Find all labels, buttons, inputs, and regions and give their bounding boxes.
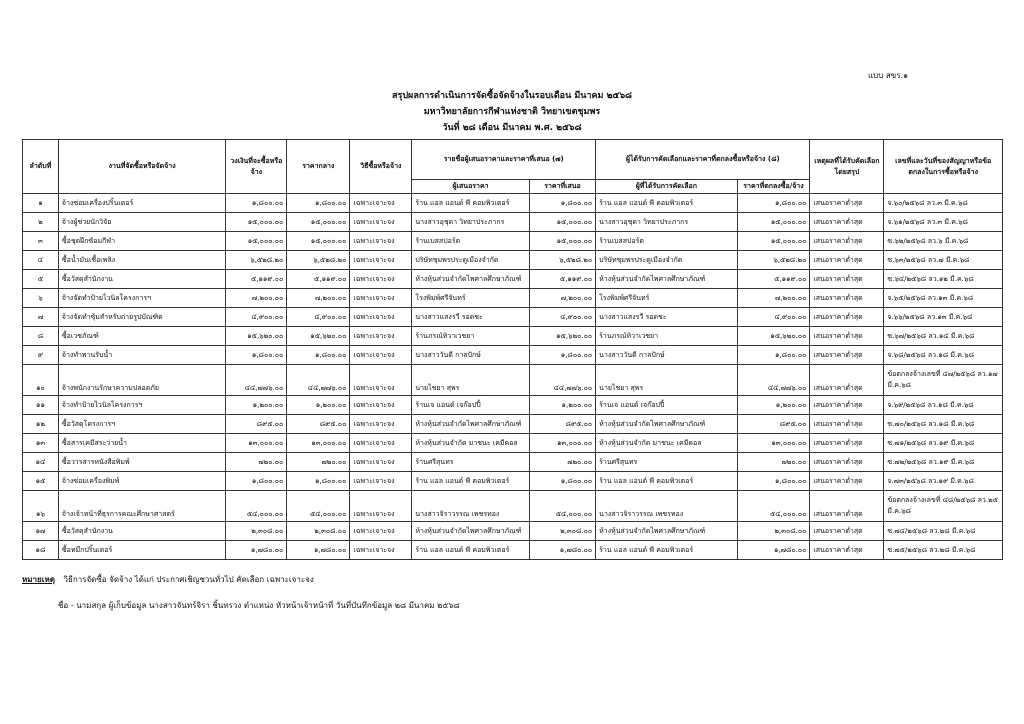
cell-method: เฉพาะเจาะจง xyxy=(350,434,412,453)
table-row xyxy=(23,251,1003,270)
cell-budget: ๕๔,๐๐๐.๐๐ xyxy=(226,491,287,522)
cell-reason: เสนอราคาต่ำสุด xyxy=(810,289,884,308)
cell-median-price: ๗๒๐.๐๐ xyxy=(287,453,350,472)
cell-item: จ้างเจ้าหน้าที่ธุรการคณะศึกษาศาสตร์ xyxy=(58,491,225,522)
cell-contract: จ.๖๕/๒๕๖๘ ลว.๑๓ มี.ค.๖๘ xyxy=(884,289,1003,308)
cell-selected-name: บริษัทชุมพรประดูเมืองจำกัด xyxy=(596,251,737,270)
cell-budget: ๑,๘๐๐.๐๐ xyxy=(226,472,287,491)
cell-budget: ๑๕,๐๐๐.๐๐ xyxy=(226,213,287,232)
cell-selected-price: ๖,๕๒๘.๒๐ xyxy=(737,251,810,270)
table-row xyxy=(23,434,1003,453)
cell-bidder-price: ๕,๑๑๙.๐๐ xyxy=(529,270,595,289)
cell-median-price: ๕๔,๐๐๐.๐๐ xyxy=(287,491,350,522)
header-contract: เลขที่และวันที่ของสัญญาหรือข้อตกลงในการซื้อหรือจ้าง xyxy=(884,140,1003,194)
cell-median-price: ๕,๑๑๙.๐๐ xyxy=(287,270,350,289)
cell-bidder-name: ร้านเบสสปอร์ต xyxy=(412,232,529,251)
cell-bidder-name: บริษัทชุมพรประดูเมืองจำกัด xyxy=(412,251,529,270)
header-selected: ผู้ได้รับการคัดเลือกและราคาที่ตกลงซื้อหรือจ้าง (๘) xyxy=(596,140,810,180)
cell-method: เฉพาะเจาะจง xyxy=(350,453,412,472)
cell-bidder-name: ห้างหุ้นส่วนจำกัดไพศาลศึกษาภัณฑ์ xyxy=(412,415,529,434)
cell-selected-name: โรงพิมพ์ศรีจันทร์ xyxy=(596,289,737,308)
cell-selected-name: ร้านศรีสุนทร xyxy=(596,453,737,472)
cell-no: ๑๘ xyxy=(23,541,59,560)
cell-reason: เสนอราคาต่ำสุด xyxy=(810,213,884,232)
title-institution: มหาวิทยาลัยการกีฬาแห่งชาติ วิทยาเขตชุมพร xyxy=(423,107,601,117)
cell-contract: ซ.๗๕/๒๕๖๘ ลว.๒๘ มี.ค.๖๘ xyxy=(884,541,1003,560)
cell-method: เฉพาะเจาะจง xyxy=(350,346,412,365)
cell-item: ซื้อวารสารหนังสือพิมพ์ xyxy=(58,453,225,472)
cell-method: เฉพาะเจาะจง xyxy=(350,365,412,396)
cell-budget: ๖,๕๒๘.๒๐ xyxy=(226,251,287,270)
table-row xyxy=(23,327,1003,346)
cell-reason: เสนอราคาต่ำสุด xyxy=(810,270,884,289)
cell-bidder-name: นางสาวอุชุดา วิทยาประภากร xyxy=(412,213,529,232)
cell-bidder-name: ห้างหุ้นส่วนจำกัดไพศาลศึกษาภัณฑ์ xyxy=(412,522,529,541)
cell-no: ๑๔ xyxy=(23,453,59,472)
form-code: แบบ สขร.๑ xyxy=(868,71,909,80)
cell-selected-name: ห้างหุ้นส่วนจำกัดไพศาลศึกษาภัณฑ์ xyxy=(596,415,737,434)
table-row xyxy=(23,232,1003,251)
cell-method: เฉพาะเจาะจง xyxy=(350,270,412,289)
cell-method: เฉพาะเจาะจง xyxy=(350,396,412,415)
cell-contract: จ.๗๓/๒๕๖๘ ลว.๑๙ มี.ค.๖๘ xyxy=(884,472,1003,491)
cell-item: ซื้อชุดฝึกซ้อมกีฬา xyxy=(58,232,225,251)
cell-budget: ๕,๑๑๙.๐๐ xyxy=(226,270,287,289)
cell-no: ๑๑ xyxy=(23,396,59,415)
header-bidder-price: ราคาที่เสนอ xyxy=(529,180,595,194)
cell-item: ซื้อสารเคมีสระว่ายน้ำ xyxy=(58,434,225,453)
cell-selected-price: ๑๕,๐๐๐.๐๐ xyxy=(737,213,810,232)
header-selected-price: ราคาที่ตกลงซื้อ/จ้าง xyxy=(737,180,810,194)
cell-item: ซื้อหมึกปริ้นเตอร์ xyxy=(58,541,225,560)
cell-bidder-price: ๗๒๐.๐๐ xyxy=(529,453,595,472)
cell-selected-name: นางสาวจิราวรรณ เพชรทอง xyxy=(596,491,737,522)
header-bidders: รายชื่อผู้เสนอราคาและราคาที่เสนอ (๗) xyxy=(412,140,596,180)
header-budget: วงเงินที่จะซื้อหรือจ้าง xyxy=(226,140,287,194)
footnote xyxy=(22,573,314,586)
cell-no: ๑๐ xyxy=(23,365,59,396)
cell-bidder-name: โรงพิมพ์ศรีจันทร์ xyxy=(412,289,529,308)
cell-selected-name: ร้าน แอล แอนด์ พี คอมพิวเตอร์ xyxy=(596,541,737,560)
cell-method: เฉพาะเจาะจง xyxy=(350,213,412,232)
cell-bidder-price: ๑๕,๐๐๐.๐๐ xyxy=(529,213,595,232)
header-item: งานที่จัดซื้อหรือจัดจ้าง xyxy=(58,140,225,194)
cell-bidder-price: ๑๕,๖๒๐.๐๐ xyxy=(529,327,595,346)
cell-selected-price: ๕๔,๐๐๐.๐๐ xyxy=(737,491,810,522)
cell-reason: เสนอราคาต่ำสุด xyxy=(810,522,884,541)
cell-median-price: ๔๔,๗๗๖.๐๐ xyxy=(287,365,350,396)
cell-reason: เสนอราคาต่ำสุด xyxy=(810,365,884,396)
cell-reason: เสนอราคาต่ำสุด xyxy=(810,194,884,213)
cell-reason: เสนอราคาต่ำสุด xyxy=(810,232,884,251)
cell-bidder-price: ๒,๓๐๘.๐๐ xyxy=(529,522,595,541)
table-row xyxy=(23,541,1003,560)
cell-bidder-price: ๑๕,๐๐๐.๐๐ xyxy=(529,232,595,251)
cell-contract: ข้อตกลงจ้างเลขที่ ๔๘/๒๕๖๘ ลว.๒๕ มี.ค.๖๘ xyxy=(884,491,1003,522)
cell-selected-name: นายไชยา สุพร xyxy=(596,365,737,396)
cell-item: จ้างจัดทำซุ้มสำหรับถ่ายรูปบัณฑิต xyxy=(58,308,225,327)
cell-reason: เสนอราคาต่ำสุด xyxy=(810,415,884,434)
table-row xyxy=(23,194,1003,213)
cell-bidder-name: ร้าน แอล แอนด์ พี คอมพิวเตอร์ xyxy=(412,472,529,491)
cell-bidder-name: นางสาวจิราวรรณ เพชรทอง xyxy=(412,491,529,522)
cell-no: ๓ xyxy=(23,232,59,251)
cell-bidder-price: ๑๓,๐๐๐.๐๐ xyxy=(529,434,595,453)
cell-no: ๑๗ xyxy=(23,522,59,541)
cell-budget: ๑๕,๖๒๐.๐๐ xyxy=(226,327,287,346)
cell-contract: จ.๖๙/๒๕๖๘ ลว.๑๘ มี.ค.๖๘ xyxy=(884,396,1003,415)
cell-budget: ๘๙๕.๐๐ xyxy=(226,415,287,434)
cell-median-price: ๑๕,๐๐๐.๐๐ xyxy=(287,213,350,232)
cell-item: จ้างซ่อมเครื่องปริ้นเตอร์ xyxy=(58,194,225,213)
cell-contract: ซ.๖๓/๒๕๖๘ ลว.๗ มี.ค.๖๘ xyxy=(884,251,1003,270)
cell-reason: เสนอราคาต่ำสุด xyxy=(810,396,884,415)
cell-no: ๔ xyxy=(23,251,59,270)
cell-selected-price: ๑๕,๐๐๐.๐๐ xyxy=(737,232,810,251)
cell-bidder-price: ๘๙๕.๐๐ xyxy=(529,415,595,434)
cell-method: เฉพาะเจาะจง xyxy=(350,541,412,560)
cell-bidder-name: นางสาววันดี กาลปักษ์ xyxy=(412,346,529,365)
header-method: วิธีซื้อหรือจ้าง xyxy=(350,140,412,194)
cell-median-price: ๑,๘๐๐.๐๐ xyxy=(287,472,350,491)
cell-contract: ซ.๗๔/๒๕๖๘ ลว.๒๘ มี.ค.๖๘ xyxy=(884,522,1003,541)
cell-item: จ้างซ่อมเครื่องพิมพ์ xyxy=(58,472,225,491)
cell-bidder-price: ๑,๒๐๐.๐๐ xyxy=(529,396,595,415)
table-row xyxy=(23,270,1003,289)
cell-budget: ๑๓,๐๐๐.๐๐ xyxy=(226,434,287,453)
cell-contract: ซ.๗๑/๒๕๖๘ ลว.๑๙ มี.ค.๖๘ xyxy=(884,434,1003,453)
cell-item: จ้างทำป้ายไวนิลโครงการฯ xyxy=(58,396,225,415)
cell-selected-name: นางสาววันดี กาลปักษ์ xyxy=(596,346,737,365)
cell-item: จ้างพนักงานรักษาความปลอดภัย xyxy=(58,365,225,396)
cell-budget: ๑๕,๐๐๐.๐๐ xyxy=(226,232,287,251)
cell-method: เฉพาะเจาะจง xyxy=(350,327,412,346)
cell-bidder-name: นายไชยา สุพร xyxy=(412,365,529,396)
cell-reason: เสนอราคาต่ำสุด xyxy=(810,308,884,327)
cell-selected-price: ๑,๘๐๐.๐๐ xyxy=(737,194,810,213)
title-summary: สรุปผลการดำเนินการจัดซื้อจัดจ้างในรอบเดือน มีนาคม ๒๕๖๘ xyxy=(392,91,632,101)
cell-contract: จ.๖๖/๒๕๖๘ ลว.๑๓ มี.ค.๖๘ xyxy=(884,308,1003,327)
cell-median-price: ๗,๒๐๐.๐๐ xyxy=(287,289,350,308)
footnote-text: วิธีการจัดซื้อ จัดจ้าง ได้แก่ ประกาศเชิญชวนทั่วไป คัดเลือก เฉพาะเจาะจง xyxy=(63,575,314,584)
cell-selected-price: ๕,๑๑๙.๐๐ xyxy=(737,270,810,289)
cell-contract: ซ.๖๗/๒๕๖๘ ลว.๑๔ มี.ค.๖๘ xyxy=(884,327,1003,346)
cell-reason: เสนอราคาต่ำสุด xyxy=(810,346,884,365)
table-body xyxy=(23,194,1003,560)
cell-median-price: ๑,๒๐๐.๐๐ xyxy=(287,396,350,415)
table-row xyxy=(23,213,1003,232)
cell-no: ๕ xyxy=(23,270,59,289)
header-median-price: ราคากลาง xyxy=(287,140,350,194)
cell-reason: เสนอราคาต่ำสุด xyxy=(810,434,884,453)
cell-selected-name: ร้านเจ แอนด์ เจก๊อปปี้ xyxy=(596,396,737,415)
cell-budget: ๔,๙๐๐.๐๐ xyxy=(226,308,287,327)
cell-selected-price: ๑,๘๐๐.๐๐ xyxy=(737,346,810,365)
cell-method: เฉพาะเจาะจง xyxy=(350,522,412,541)
cell-median-price: ๘๙๕.๐๐ xyxy=(287,415,350,434)
cell-selected-price: ๑,๗๘๐.๐๐ xyxy=(737,541,810,560)
cell-method: เฉพาะเจาะจง xyxy=(350,194,412,213)
header-selected-name: ผู้ที่ได้รับการคัดเลือก xyxy=(596,180,737,194)
cell-item: ซื้อวัสดุสำนักงาน xyxy=(58,270,225,289)
cell-method: เฉพาะเจาะจง xyxy=(350,251,412,270)
cell-selected-name: ห้างหุ้นส่วนจำกัด มาชนะ เคมีคอล xyxy=(596,434,737,453)
cell-selected-name: ห้างหุ้นส่วนจำกัดไพศาลศึกษาภัณฑ์ xyxy=(596,270,737,289)
cell-contract: ซ.๗๐/๒๕๖๘ ลว.๑๘ มี.ค.๖๘ xyxy=(884,415,1003,434)
cell-no: ๙ xyxy=(23,346,59,365)
cell-budget: ๑,๒๐๐.๐๐ xyxy=(226,396,287,415)
cell-budget: ๑,๗๘๐.๐๐ xyxy=(226,541,287,560)
cell-item: ซื้อวัสดุสำนักงาน xyxy=(58,522,225,541)
cell-selected-name: นางสาวแสงรวี รอดชะ xyxy=(596,308,737,327)
header-bidder-name: ผู้เสนอราคา xyxy=(412,180,529,194)
cell-selected-price: ๒,๓๐๘.๐๐ xyxy=(737,522,810,541)
cell-bidder-price: ๗,๒๐๐.๐๐ xyxy=(529,289,595,308)
cell-selected-price: ๗๒๐.๐๐ xyxy=(737,453,810,472)
cell-bidder-price: ๑,๘๐๐.๐๐ xyxy=(529,472,595,491)
cell-contract: ซ.๗๒/๒๕๖๘ ลว.๑๙ มี.ค.๖๘ xyxy=(884,453,1003,472)
cell-bidder-name: นางสาวแสงรวี รอดชะ xyxy=(412,308,529,327)
cell-budget: ๗,๒๐๐.๐๐ xyxy=(226,289,287,308)
cell-reason: เสนอราคาต่ำสุด xyxy=(810,453,884,472)
table-row xyxy=(23,396,1003,415)
cell-reason: เสนอราคาต่ำสุด xyxy=(810,472,884,491)
cell-bidder-price: ๖,๕๒๘.๒๐ xyxy=(529,251,595,270)
cell-no: ๖ xyxy=(23,289,59,308)
cell-no: ๑ xyxy=(23,194,59,213)
cell-budget: ๔๔,๗๗๖.๐๐ xyxy=(226,365,287,396)
cell-median-price: ๑๕,๐๐๐.๐๐ xyxy=(287,232,350,251)
cell-no: ๑๖ xyxy=(23,491,59,522)
cell-contract: ซ.๖๒/๒๕๖๘ ลว.๖ มี.ค.๖๘ xyxy=(884,232,1003,251)
cell-contract: ข้อตกลงจ้างเลขที่ ๔๗/๒๕๖๘ ลว.๑๗ มี.ค.๖๘ xyxy=(884,365,1003,396)
cell-method: เฉพาะเจาะจง xyxy=(350,308,412,327)
cell-bidder-name: ร้านเจ แอนด์ เจก๊อปปี้ xyxy=(412,396,529,415)
cell-bidder-price: ๔,๙๐๐.๐๐ xyxy=(529,308,595,327)
cell-selected-name: ห้างหุ้นส่วนจำกัดไพศาลศึกษาภัณฑ์ xyxy=(596,522,737,541)
cell-selected-name: ร้าน แอล แอนด์ พี คอมพิวเตอร์ xyxy=(596,194,737,213)
cell-contract: จ.๖๘/๒๕๖๘ ลว.๑๘ มี.ค.๖๘ xyxy=(884,346,1003,365)
footnote-label: หมายเหตุ xyxy=(22,575,55,584)
cell-bidder-price: ๑,๘๐๐.๐๐ xyxy=(529,194,595,213)
cell-budget: ๑,๘๐๐.๐๐ xyxy=(226,194,287,213)
cell-method: เฉพาะเจาะจง xyxy=(350,415,412,434)
table-row xyxy=(23,308,1003,327)
cell-bidder-price: ๑,๗๘๐.๐๐ xyxy=(529,541,595,560)
cell-no: ๘ xyxy=(23,327,59,346)
cell-bidder-name: ห้างหุ้นส่วนจำกัด มาชนะ เคมีคอล xyxy=(412,434,529,453)
cell-selected-name: ร้าน แอล แอนด์ พี คอมพิวเตอร์ xyxy=(596,472,737,491)
cell-reason: เสนอราคาต่ำสุด xyxy=(810,251,884,270)
cell-budget: ๗๒๐.๐๐ xyxy=(226,453,287,472)
procurement-table xyxy=(22,139,1003,560)
cell-no: ๑๒ xyxy=(23,415,59,434)
cell-bidder-price: ๑,๘๐๐.๐๐ xyxy=(529,346,595,365)
cell-item: จ้างผู้ช่วยนักวิจัย xyxy=(58,213,225,232)
cell-median-price: ๒,๓๐๘.๐๐ xyxy=(287,522,350,541)
cell-method: เฉพาะเจาะจง xyxy=(350,232,412,251)
title-date: วันที่ ๒๘ เดือน มีนาคม พ.ศ. ๒๕๖๘ xyxy=(442,123,582,133)
cell-median-price: ๑,๘๐๐.๐๐ xyxy=(287,346,350,365)
cell-bidder-name: ร้านภรณ์ทิวาเวชยา xyxy=(412,327,529,346)
cell-no: ๑๓ xyxy=(23,434,59,453)
cell-no: ๗ xyxy=(23,308,59,327)
header-no: ลำดับที่ xyxy=(23,140,59,194)
table-row xyxy=(23,522,1003,541)
cell-reason: เสนอราคาต่ำสุด xyxy=(810,541,884,560)
cell-bidder-name: ห้างหุ้นส่วนจำกัดไพศาลศึกษาภัณฑ์ xyxy=(412,270,529,289)
table-row xyxy=(23,491,1003,522)
table-row xyxy=(23,365,1003,396)
cell-selected-price: ๑๓,๐๐๐.๐๐ xyxy=(737,434,810,453)
cell-contract: จ.๖๑/๒๕๖๘ ลว.๓ มี.ค.๖๘ xyxy=(884,213,1003,232)
cell-method: เฉพาะเจาะจง xyxy=(350,289,412,308)
cell-median-price: ๑,๘๐๐.๐๐ xyxy=(287,194,350,213)
cell-selected-name: ร้านภรณ์ทิวาเวชยา xyxy=(596,327,737,346)
table-row xyxy=(23,453,1003,472)
cell-item: จ้างทำพานรับน้ำ xyxy=(58,346,225,365)
cell-budget: ๑,๘๐๐.๐๐ xyxy=(226,346,287,365)
cell-bidder-name: ร้านศรีสุนทร xyxy=(412,453,529,472)
cell-budget: ๒,๓๐๘.๐๐ xyxy=(226,522,287,541)
cell-median-price: ๔,๙๐๐.๐๐ xyxy=(287,308,350,327)
cell-item: ซื้อวัสดุโครงการฯ xyxy=(58,415,225,434)
cell-item: ซื้อน้ำมันเชื้อเพลิง xyxy=(58,251,225,270)
cell-selected-price: ๘๙๕.๐๐ xyxy=(737,415,810,434)
cell-contract: จ.๖๐/๒๕๖๘ ลว.๓ มี.ค.๖๘ xyxy=(884,194,1003,213)
cell-method: เฉพาะเจาะจง xyxy=(350,491,412,522)
table-row xyxy=(23,289,1003,308)
cell-selected-price: ๗,๒๐๐.๐๐ xyxy=(737,289,810,308)
cell-selected-price: ๔๔,๗๗๖.๐๐ xyxy=(737,365,810,396)
table-row xyxy=(23,472,1003,491)
cell-reason: เสนอราคาต่ำสุด xyxy=(810,327,884,346)
document-titles xyxy=(0,88,1024,136)
cell-median-price: ๑๓,๐๐๐.๐๐ xyxy=(287,434,350,453)
cell-bidder-name: ร้าน แอล แอนด์ พี คอมพิวเตอร์ xyxy=(412,194,529,213)
cell-median-price: ๑,๗๘๐.๐๐ xyxy=(287,541,350,560)
cell-no: ๑๕ xyxy=(23,472,59,491)
cell-item: ซื้อเวชภัณฑ์ xyxy=(58,327,225,346)
cell-contract: ซ.๖๔/๒๕๖๘ ลว.๑๒ มี.ค.๖๘ xyxy=(884,270,1003,289)
cell-median-price: ๖,๕๒๘.๒๐ xyxy=(287,251,350,270)
cell-bidder-price: ๕๔,๐๐๐.๐๐ xyxy=(529,491,595,522)
cell-selected-name: นางสาวอุชุดา วิทยาประภากร xyxy=(596,213,737,232)
recorder-info: ชื่อ - นามสกุล ผู้เก็บข้อมูล นางสาวจันทร์จิรา ชิ้นทรวง ตำแหน่ง หัวหน้าเจ้าหน้าที่ วันที่บันทึกข้อมูล ๒๘ มีนาคม ๒๕๖๘ xyxy=(58,601,460,610)
cell-method: เฉพาะเจาะจง xyxy=(350,472,412,491)
cell-selected-price: ๑๕,๖๒๐.๐๐ xyxy=(737,327,810,346)
cell-selected-price: ๑,๒๐๐.๐๐ xyxy=(737,396,810,415)
cell-item: จ้างจัดทำป้ายไวนิลโครงการฯ xyxy=(58,289,225,308)
cell-selected-name: ร้านเบสสปอร์ต xyxy=(596,232,737,251)
cell-bidder-price: ๔๔,๗๗๖.๐๐ xyxy=(529,365,595,396)
cell-reason: เสนอราคาต่ำสุด xyxy=(810,491,884,522)
cell-selected-price: ๔,๙๐๐.๐๐ xyxy=(737,308,810,327)
table-row xyxy=(23,415,1003,434)
cell-selected-price: ๑,๘๐๐.๐๐ xyxy=(737,472,810,491)
cell-bidder-name: ร้าน แอล แอนด์ พี คอมพิวเตอร์ xyxy=(412,541,529,560)
header-reason: เหตุผลที่ได้รับคัดเลือกโดยสรุป xyxy=(810,140,884,194)
table-row xyxy=(23,346,1003,365)
cell-no: ๒ xyxy=(23,213,59,232)
cell-median-price: ๑๕,๖๒๐.๐๐ xyxy=(287,327,350,346)
